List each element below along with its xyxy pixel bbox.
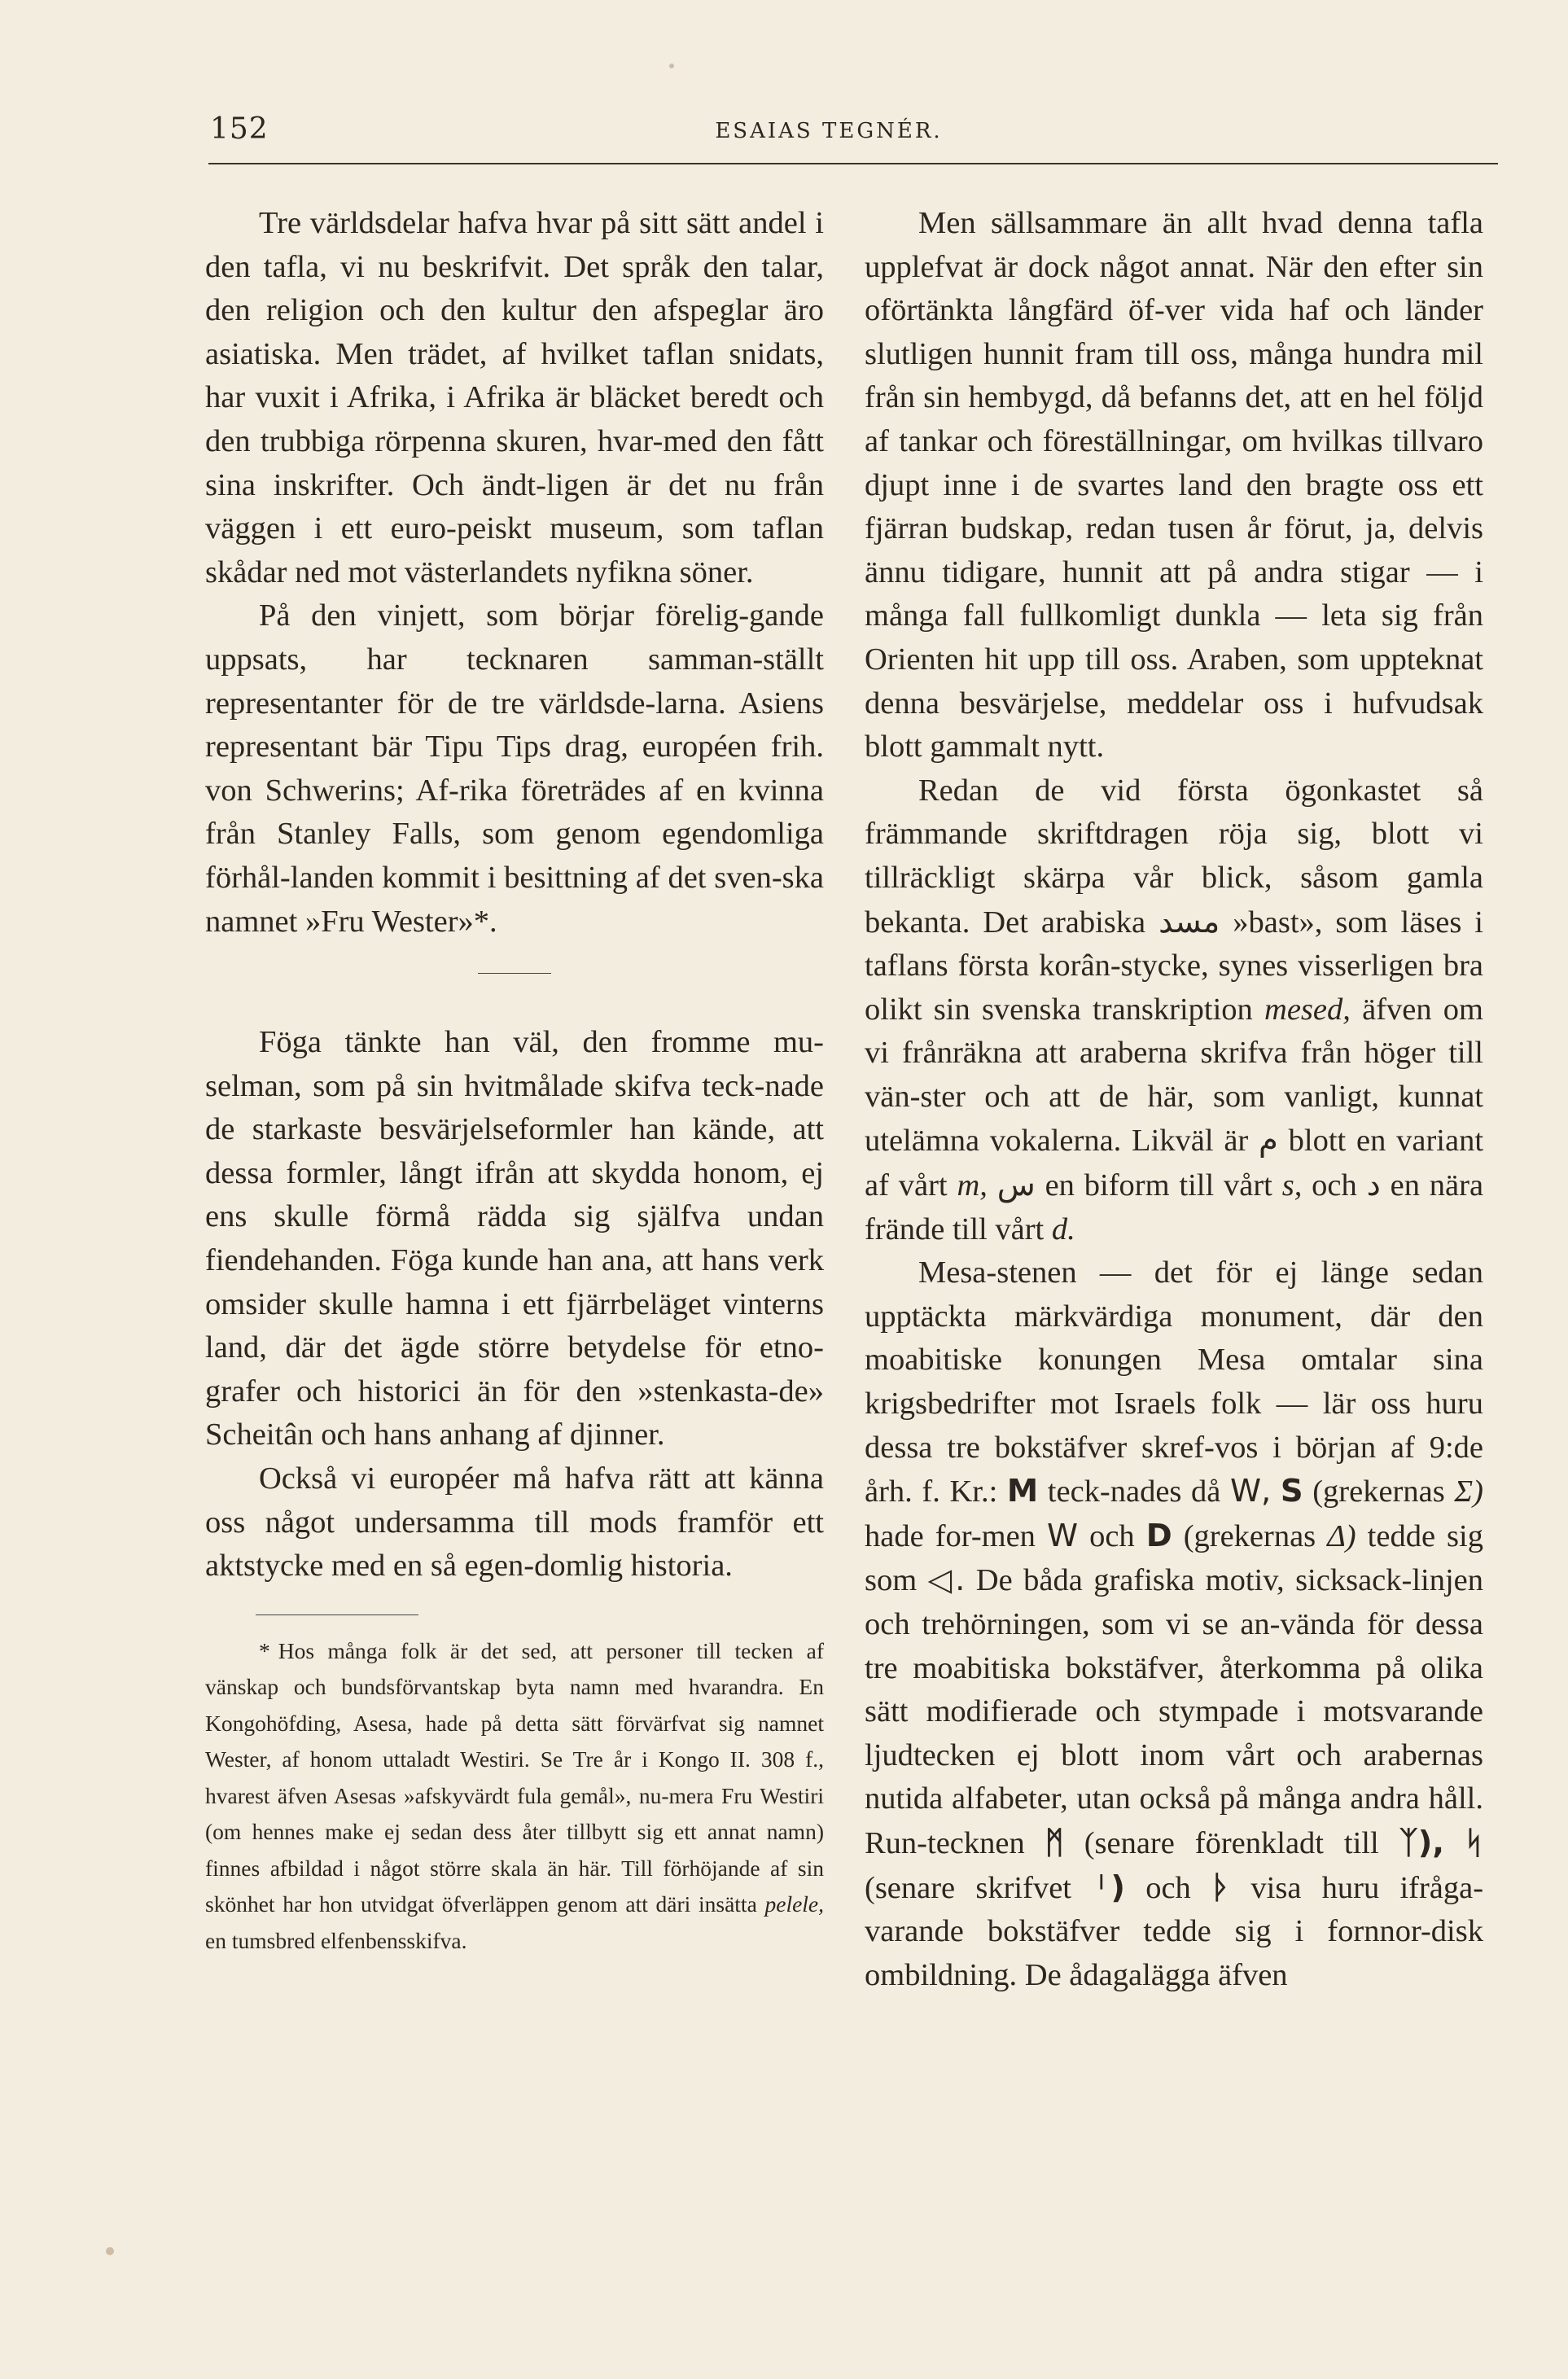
left-paragraph-3: Föga tänkte han väl, den fromme mu-selman, som på sin hvitmålade skifva teck-nade de starkaste besvärjelseformler han kände, att dessa formler, långt ifrån att skydda honom, ej ens skulle förmå rädda sig själfva undan fiendehanden. Föga kunde han ana, att hans verk omsider skulle hamna i ett fjärrbeläget vinterns land, där det ägde större betydelse för etno-grafer och historici än för den »stenkasta-de» Scheitân och hans anhang af djinner. (205, 1025, 824, 1452)
sicksack-glyph: W (1046, 1517, 1079, 1554)
left-paragraph-2-text: På den vinjett, som börjar förelig-gande uppsats, har tecknaren samman-ställt representanter för de tre världsde-larna. Asiens representant bär Tipu Tips drag, européen frih. von Schwerins; Af-rika företrädes af en kvinna från Stanley Falls, som genom egendomliga förhål-landen kommit i besittning af det sven-ska namnet »Fru Wester» (205, 598, 824, 939)
right-column (865, 202, 1483, 1997)
greek-sigma: Σ) (1454, 1474, 1483, 1509)
footnote-reference: *. (473, 904, 497, 939)
right-paragraph-2-text-a: Redan de vid första ögonkastet så främmande skriftdragen röja sig, blott vi tillräckligt skärpa vår blick, såsom gamla bekanta. Det arabiska (865, 773, 1483, 940)
right-paragraph-1: Men sällsammare än allt hvad denna tafla upplefvat är dock något annat. När den efter sin oförtänkta långfärd öf-ver vida haf och länder slutligen hunnit fram till oss, många hundra mil från sin hembygd, då befanns det, att en hel följd af tankar och föreställningar, om hvilkas tillvaro djupt inne i de svartes land den bragte oss ett fjärran budskap, redan tusen år förut, ja, delvis ännu tidigare, hunnit att på andra stigar — i många fall fullkomligt dunkla — leta sig från Orienten hit upp till oss. Araben, som uppteknat denna besvärjelse, meddelar oss i hufvudsak blott gammalt nytt. (865, 206, 1483, 765)
footnote-text-b: en tumsbred elfenbensskifva. (205, 1927, 467, 1953)
left-paragraph-2 (205, 594, 824, 944)
left-column (205, 202, 824, 1959)
italic-mesed: mesed, (1264, 992, 1351, 1027)
footnote-mark: * (259, 1637, 270, 1663)
right-paragraph-2-text-e: en biform till vårt (1045, 1168, 1272, 1203)
right-paragraph-2-text-g: en nära frände till vårt (865, 1168, 1484, 1246)
right-paragraph-2-text-f: och (1312, 1168, 1357, 1203)
right-paragraph-2 (865, 769, 1483, 1252)
italic-d: d. (1051, 1211, 1075, 1246)
right-paragraph-3-text-l: visa huru ifråga-varande bokstäfver tedde sig i fornnor-disk ombildning. De ådagalägga äfven (865, 1870, 1484, 1992)
moabite-d-glyph: D (1145, 1517, 1172, 1554)
footnote-italic: pelele, (764, 1891, 825, 1917)
right-paragraph-3-text-c: (grekernas (1312, 1474, 1445, 1509)
right-paragraph-2-text-b: »bast», som läses i taflans första korân-stycke, synes visserligen bra olikt sin svenska transkription (865, 905, 1483, 1027)
page-number: 152 (210, 112, 269, 146)
rune-y-glyph: ᛉ), (1399, 1824, 1444, 1861)
right-paragraph-3-text-f: (grekernas (1183, 1518, 1316, 1553)
moabite-m-glyph: M (1006, 1473, 1039, 1510)
arabic-mim-glyph: م (1259, 1122, 1278, 1159)
section-divider (478, 973, 551, 974)
greek-delta: Δ) (1327, 1518, 1356, 1553)
rune-m-glyph: ᛗ (1045, 1824, 1064, 1861)
right-paragraph-3-text-a: Mesa-stenen — det för ej länge sedan upptäckta märkvärdiga monument, där den moabitiske konungen Mesa omtalar sina krigsbedrifter mot Israels folk — lär oss huru dessa tre bokstäfver skref-vos i början af 9:de årh. f. Kr.: (865, 1255, 1483, 1509)
arabic-word-glyph: مسد (1158, 903, 1220, 940)
right-paragraph-2-text-c: äfven om vi frånräkna att araberna skrifva från höger till vän-ster och att de här, som vanligt, kunnat utelämna vokalerna. Likväl är (865, 992, 1484, 1159)
right-paragraph-3-text-j: (senare skrifvet (865, 1870, 1071, 1905)
left-paragraph-4: Också vi européer må hafva rätt att känna oss något undersamma till mods framför ett aktstycke med en så egen-domlig historia. (205, 1461, 824, 1584)
italic-m: m, (957, 1168, 988, 1203)
footnote-text-a: Hos många folk är det sed, att personer till tecken af vänskap och bundsförvantskap byta namn med hvarandra. En Kongohöfding, Asesa, hade på detta sätt förvärfvat sig namnet Wester, af honom uttaladt Westiri. Se Tre år i Kongo II. 308 f., hvarest äfven Asesas »afskyvärdt fula gemål», nu-mera Fru Westiri (om hennes make ej sedan dess åter tillbytt sig ett annat namn) finnes afbildad i något större skala än här. Till förhöjande af sin skönhet har hon utvidgat öfverläppen genom att däri insätta (205, 1637, 824, 1917)
right-paragraph-3-text-k: och (1145, 1870, 1191, 1905)
rune-s-glyph: ᛋ (1464, 1824, 1484, 1861)
header-rule (208, 163, 1498, 164)
right-paragraph-3-text-i: (senare förenkladt till (1084, 1825, 1379, 1860)
right-paragraph-2-text-d: blott en variant af vårt (865, 1124, 1484, 1203)
paper-speck (106, 2247, 114, 2255)
footnote-rule (256, 1614, 418, 1615)
left-paragraph-1: Tre världsdelar hafva hvar på sitt sätt andel i den tafla, vi nu beskrifvit. Det språk den talar, den religion och den kultur den afspeglar äro asiatiska. Men trädet, af hvilket taflan snidats, har vuxit i Afrika, i Afrika är bläcket beredt och den trubbiga rörpenna skuren, hvar-med den fått sina inskrifter. Och ändt-ligen är det nu från väggen i ett euro-peiskt museum, som taflan skådar ned mot västerlandets nyfikna söner. (205, 206, 824, 589)
moabite-s-glyph: S (1280, 1473, 1303, 1510)
triangle-glyph: ◁. (927, 1562, 966, 1599)
arabic-dal-glyph: د (1366, 1167, 1381, 1204)
right-paragraph-3-text-d: hade for-men (865, 1518, 1036, 1553)
rune-thorn-glyph: ᚦ (1211, 1869, 1231, 1906)
rune-short-s-glyph: ᛌ) (1092, 1869, 1125, 1906)
moabite-shin-glyph: W, (1229, 1473, 1272, 1510)
arabic-sin-glyph: س (996, 1167, 1036, 1204)
right-paragraph-3 (865, 1251, 1483, 1997)
right-paragraph-3-text-g: tedde sig som (865, 1518, 1483, 1598)
paper-speck (669, 64, 674, 68)
running-head: ESAIAS TEGNÉR. (715, 119, 943, 143)
italic-s: s, (1281, 1168, 1303, 1203)
right-paragraph-3-text-b: teck-nades då (1047, 1474, 1221, 1509)
right-paragraph-3-text-h: De båda grafiska motiv, sicksack-linjen och trehörningen, som vi se an-vända för dessa tre moabitiska bokstäfver, återkomma på olika sätt modifierade och stympade i motsvarande ljudtecken ej blott inom vårt och arabernas nutida alfabeter, utan också på många andra håll. Run-tecknen (865, 1563, 1483, 1860)
footnote (205, 1633, 824, 1960)
right-paragraph-3-text-e: och (1089, 1518, 1135, 1553)
